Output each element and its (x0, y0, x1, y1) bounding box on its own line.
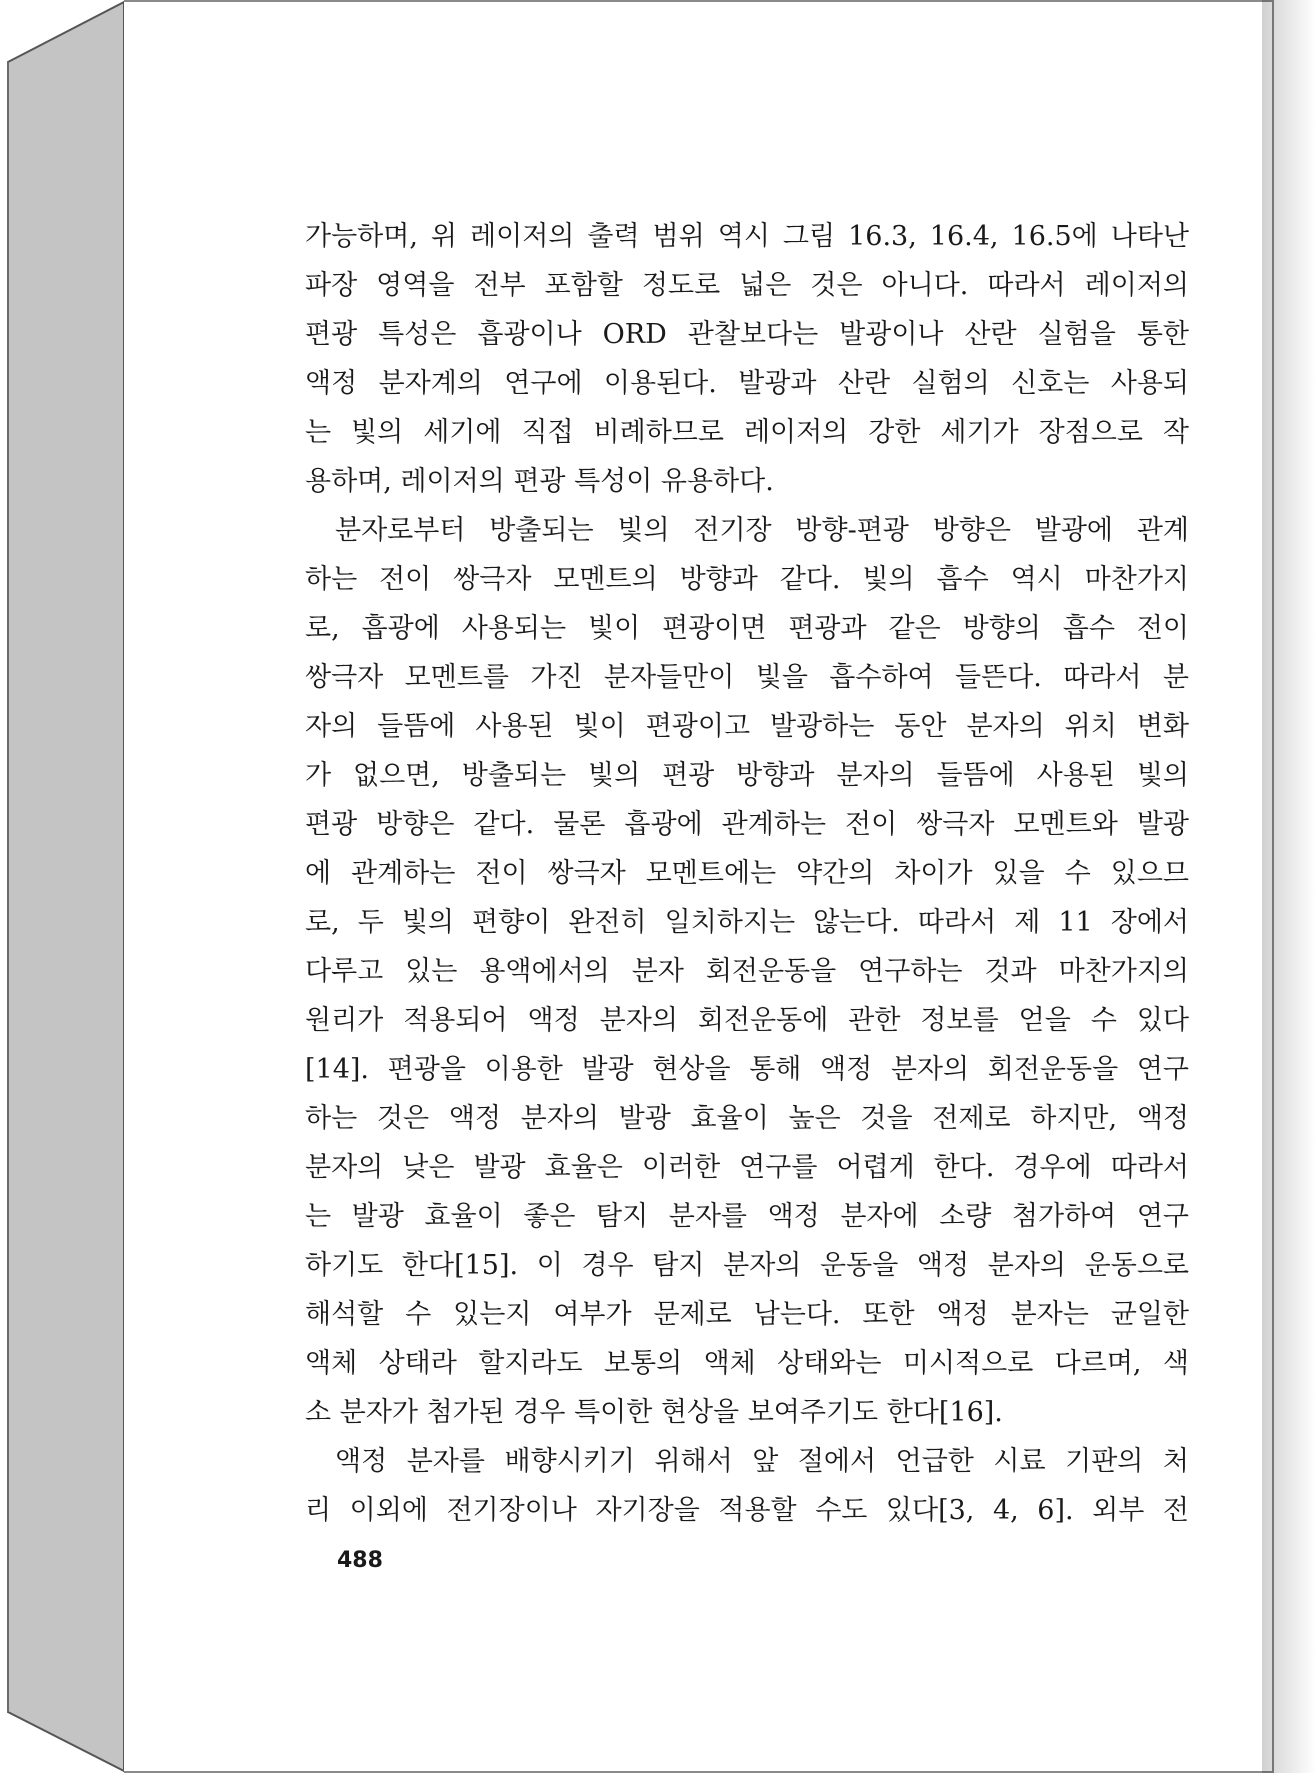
text-line: 액정 분자계의 연구에 이용된다. 발광과 산란 실험의 신호는 사용되 (305, 368, 1189, 399)
page-number: 488 (337, 1548, 383, 1573)
text-line: 로, 두 빛의 편향이 완전히 일치하지는 않는다. 따라서 제 11 장에서 (305, 907, 1189, 938)
text-line: 하는 것은 액정 분자의 발광 효율이 높은 것을 전제로 하지만, 액정 (305, 1103, 1189, 1134)
text-line: 편광 방향은 같다. 물론 흡광에 관계하는 전이 쌍극자 모멘트와 발광 (305, 809, 1189, 840)
text-line: 로, 흡광에 사용되는 빛이 편광이면 편광과 같은 방향의 흡수 전이 (305, 613, 1189, 644)
text-line: 쌍극자 모멘트를 가진 분자들만이 빛을 흡수하여 들뜬다. 따라서 분 (305, 662, 1189, 693)
text-line: 원리가 적용되어 액정 분자의 회전운동에 관한 정보를 얻을 수 있다 (305, 1005, 1189, 1036)
text-line: 하기도 한다[15]. 이 경우 탐지 분자의 운동을 액정 분자의 운동으로 (305, 1250, 1189, 1281)
text-line: 에 관계하는 전이 쌍극자 모멘트에는 약간의 차이가 있을 수 있으므 (305, 858, 1189, 889)
text-line: 분자의 낮은 발광 효율은 이러한 연구를 어렵게 한다. 경우에 따라서 (305, 1152, 1189, 1183)
text-line: 가능하며, 위 레이저의 출력 범위 역시 그림 16.3, 16.4, 16.5에 나타난 (305, 221, 1189, 252)
text-line: 자의 들뜸에 사용된 빛이 편광이고 발광하는 동안 분자의 위치 변화 (305, 711, 1189, 742)
text-line: [14]. 편광을 이용한 발광 현상을 통해 액정 분자의 회전운동을 연구 (305, 1054, 1189, 1085)
text-line: 소 분자가 첨가된 경우 특이한 현상을 보여주기도 한다[16]. (305, 1397, 1003, 1428)
text-line: 가 없으면, 방출되는 빛의 편광 방향과 분자의 들뜸에 사용된 빛의 (305, 760, 1189, 791)
text-line: 분자로부터 방출되는 빛의 전기장 방향-편광 방향은 발광에 관계 (335, 515, 1189, 546)
book-spine-graphic (0, 0, 124, 1773)
text-line: 하는 전이 쌍극자 모멘트의 방향과 같다. 빛의 흡수 역시 마찬가지 (305, 564, 1189, 595)
text-line: 파장 영역을 전부 포함할 정도로 넓은 것은 아니다. 따라서 레이저의 (305, 270, 1189, 301)
page-edge-shadow (1262, 0, 1316, 1773)
text-line: 액정 분자를 배향시키기 위해서 앞 절에서 언급한 시료 기판의 처 (335, 1446, 1189, 1477)
text-line: 는 발광 효율이 좋은 탐지 분자를 액정 분자에 소량 첨가하여 연구 (305, 1201, 1189, 1232)
text-line: 리 이외에 전기장이나 자기장을 적용할 수도 있다[3, 4, 6]. 외부 전 (305, 1495, 1189, 1526)
text-line: 다루고 있는 용액에서의 분자 회전운동을 연구하는 것과 마찬가지의 (305, 956, 1189, 987)
page-body-text (305, 212, 1189, 1535)
book-spine (0, 0, 124, 1773)
text-line: 해석할 수 있는지 여부가 문제로 남는다. 또한 액정 분자는 균일한 (305, 1299, 1189, 1330)
text-line: 는 빛의 세기에 직접 비례하므로 레이저의 강한 세기가 장점으로 작 (305, 417, 1189, 448)
text-line: 용하며, 레이저의 편광 특성이 유용하다. (305, 466, 774, 497)
text-line: 액체 상태라 할지라도 보통의 액체 상태와는 미시적으로 다르며, 색 (305, 1348, 1189, 1379)
text-line: 편광 특성은 흡광이나 ORD 관찰보다는 발광이나 산란 실험을 통한 (305, 319, 1189, 350)
